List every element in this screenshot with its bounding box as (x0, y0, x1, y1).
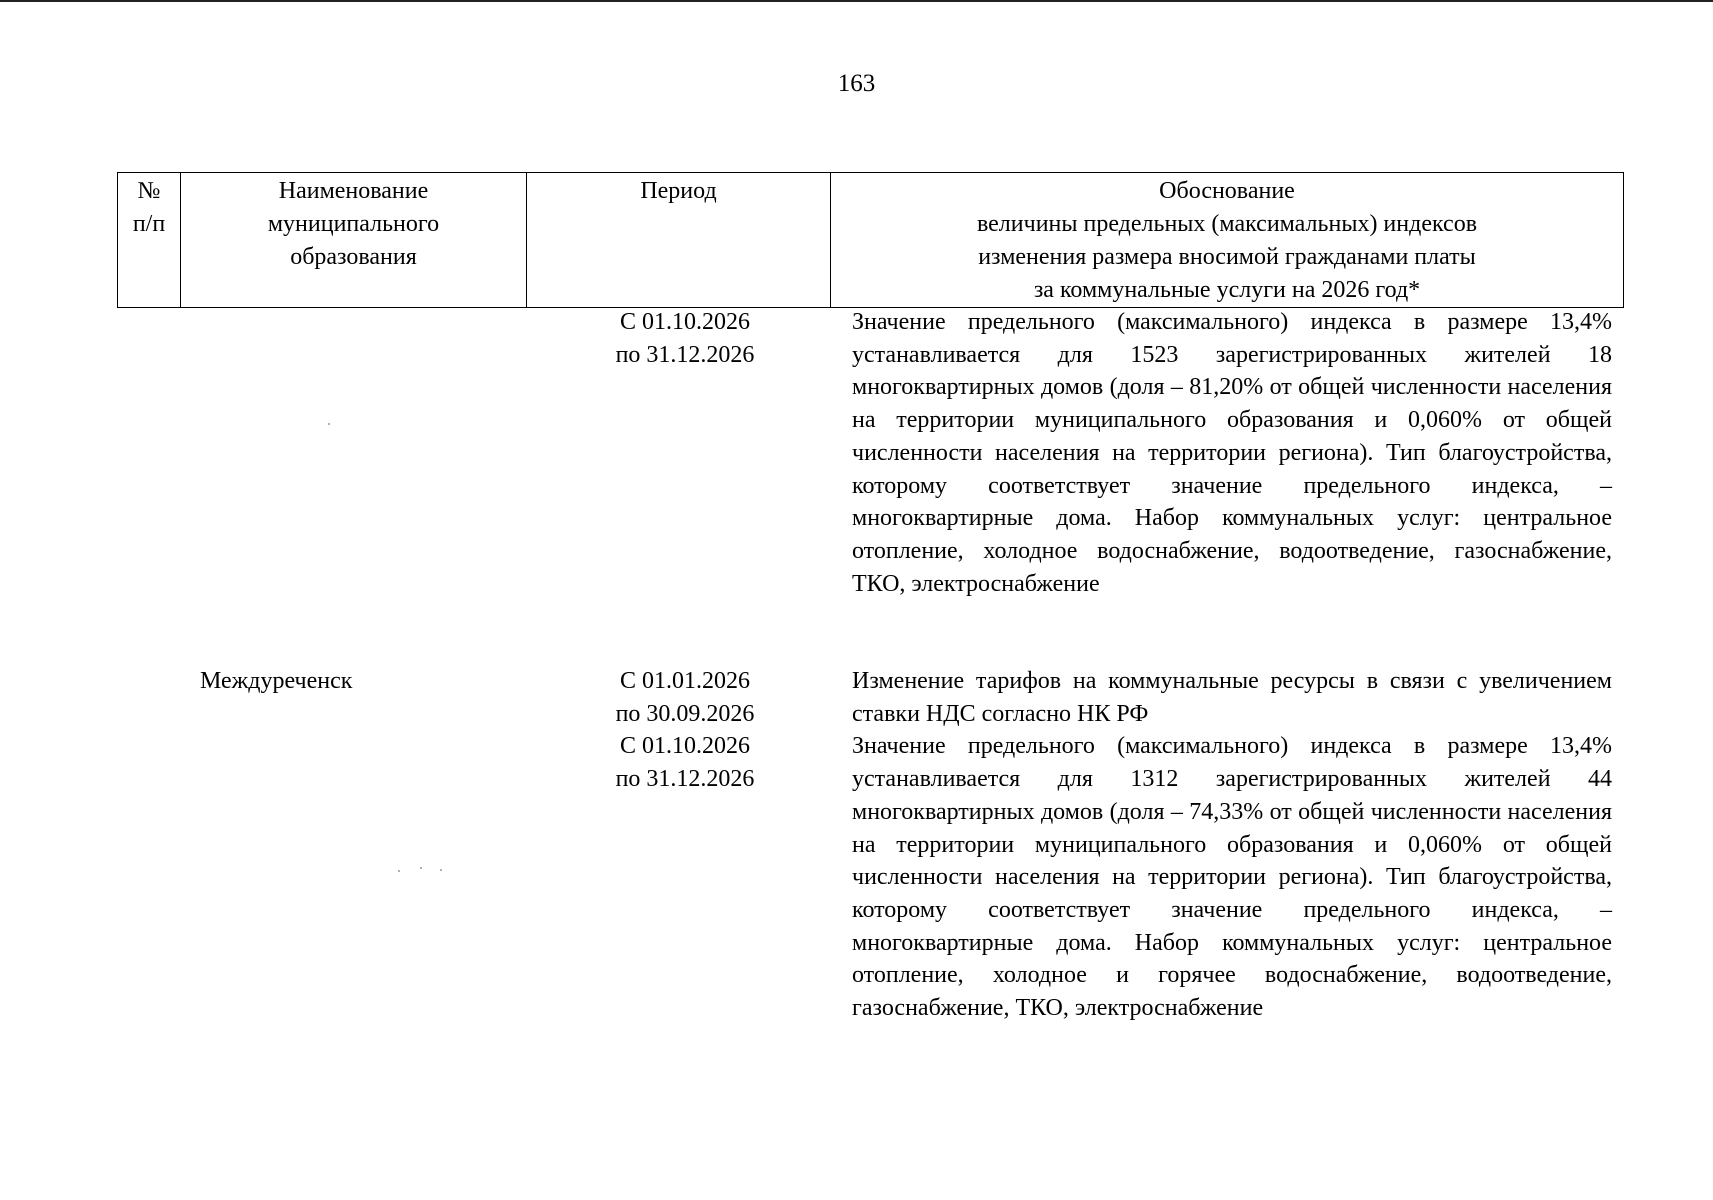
basis-cell (852, 665, 1612, 1025)
period-cell (585, 306, 785, 371)
basis-paragraph: Значение предельного (максимального) индекса в размере 13,4% устанавливается для 1312 зарегистрированных жителей 44 многоквартирных домов (доля – 74,33% от общей численности населения на территории муниципального образования и 0,060% от общей численности населения на территории региона). Тип благоустройства, которому соответствует значение предельного индекса, – многоквартирные дома. Набор коммунальных услуг: центральное отопление, холодное и горячее водоснабжение, водоотведение, газоснабжение, ТКО, электроснабжение (852, 733, 1612, 1022)
header-basis (831, 173, 1624, 308)
header-municipality (181, 173, 527, 308)
header-number-line: № (137, 178, 161, 204)
header-basis-line: изменения размера вносимой гражданами платы (978, 244, 1476, 270)
header-period (527, 173, 831, 308)
header-municipality-line: Наименование (278, 178, 429, 204)
table-header (117, 172, 1624, 308)
header-basis-line: величины предельных (максимальных) индексов (976, 211, 1478, 237)
header-period-line: Период (640, 178, 717, 204)
scan-speck (398, 870, 400, 872)
period-line: по 30.09.2026 (615, 700, 755, 727)
period-line: С 01.10.2026 (619, 733, 750, 760)
header-municipality-line: образования (290, 244, 417, 270)
basis-cell (852, 306, 1612, 600)
period-line: С 01.01.2026 (619, 668, 750, 694)
scan-speck (328, 423, 330, 425)
basis-paragraph: Значение предельного (максимального) индекса в размере 13,4% устанавливается для 1523 зарегистрированных жителей 18 многоквартирных домов (доля – 81,20% от общей численности населения на территории муниципального образования и 0,060% от общей численности населения на территории региона). Тип благоустройства, которому соответствует значение предельного индекса, – многоквартирные дома. Набор коммунальных услуг: центральное отопление, холодное водоснабжение, водоотведение, газоснабжение, ТКО, электроснабжение (852, 309, 1612, 597)
header-basis-line: за коммунальные услуги на 2026 год* (1033, 277, 1421, 303)
header-municipality-line: муниципального (267, 211, 440, 237)
period-line: по 31.12.2026 (615, 766, 755, 793)
period-cell (585, 665, 785, 796)
header-number (118, 173, 181, 308)
scan-edge (0, 0, 1713, 2)
basis-paragraph: Изменение тарифов на коммунальные ресурсы в связи с увеличением ставки НДС согласно НК РФ (852, 668, 1612, 727)
period-line: по 31.12.2026 (615, 341, 755, 368)
period-line: С 01.10.2026 (619, 309, 750, 335)
municipality-name: Междуреченск (200, 668, 353, 694)
header-row (118, 173, 1624, 308)
page-number: 163 (837, 70, 876, 97)
scan-speck (440, 869, 442, 871)
scan-speck (420, 867, 422, 869)
header-number-line: п/п (132, 211, 166, 237)
header-basis-line: Обоснование (1159, 178, 1295, 204)
